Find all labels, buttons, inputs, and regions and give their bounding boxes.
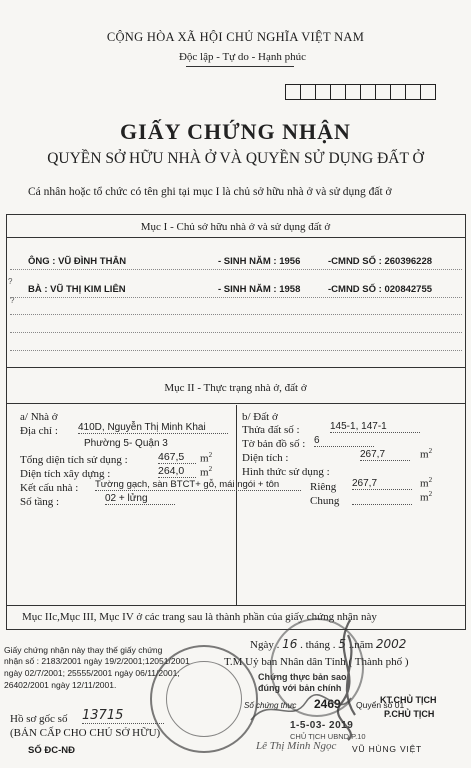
owner-1-name: ÔNG : VŨ ĐÌNH THÂN [28, 256, 127, 267]
use-form-label: Hình thức sử dụng : [242, 466, 330, 478]
certificate-subtitle: QUYỀN SỞ HỮU NHÀ Ở VÀ QUYỀN SỬ DỤNG ĐẤT Ở [47, 150, 424, 167]
margin-mark-2: ? [10, 296, 15, 305]
private-label: Riêng [310, 481, 337, 493]
dotline [10, 332, 462, 333]
certified-copy-line-1: Chứng thực bản sao [258, 672, 347, 682]
country-name: CỘNG HÒA XÃ HỘI CHỦ NGHĨA VIỆT NAM [106, 30, 365, 44]
issuing-authority: T.M Uỷ ban Nhân dân Tỉnh ( Thành phố ) [224, 656, 409, 668]
owner-1-dotline [10, 269, 462, 270]
floors-label: Số tầng : [20, 496, 60, 508]
dotline [10, 350, 462, 351]
section-2-divider [236, 405, 237, 605]
land-label: b/ Đất ở [242, 411, 278, 423]
private-value: 267,7 [352, 478, 412, 490]
usable-area-value: 467,5 [158, 451, 196, 464]
copy-note: (BẢN CẤP CHO CHỦ SỞ HỮU) [10, 727, 161, 739]
structure-value: Tường gạch, sàn BTCT+ gỗ, mái ngói + tôn [95, 479, 301, 491]
section-note: Mục IIc,Mục III, Mục IV ở các trang sau là thành phần của giấy chứng nhận này [22, 611, 377, 623]
floors-value: 02 + lửng [105, 493, 175, 505]
owner-1-birth: - SINH NĂM : 1956 [218, 256, 301, 267]
document-code: SỐ ĐC-NĐ [28, 745, 75, 756]
built-area-unit: $m^2$ [200, 465, 213, 479]
map-sheet-label: Tờ bản đồ số : [242, 438, 306, 450]
motto: Độc lập - Tự do - Hạnh phúc [178, 51, 307, 63]
owner-2-birth: - SINH NĂM : 1958 [218, 284, 301, 295]
signer-name-script: Lê Thị Minh Ngọc [256, 740, 337, 752]
shared-value [352, 492, 412, 505]
built-area-label: Diện tích xây dựng : [20, 468, 111, 480]
owner-1-id: -CMND SỐ : 260396228 [328, 256, 433, 267]
section-2-heading: Mục II - Thực trạng nhà ở, đất ở [164, 382, 307, 394]
dotline [10, 297, 462, 298]
replacement-note-line-2: nhận số : 2183/2001 ngày 19/2/2001;12051/2001 [4, 656, 190, 666]
intro-text: Cá nhân hoặc tổ chức có tên ghi tại mục I là chủ sở hữu nhà ở và sử dụng đất ở [28, 186, 392, 198]
dossier-number-value: 13715 [82, 708, 164, 724]
certificate-title: GIẤY CHỨNG NHẬN [120, 119, 351, 144]
issue-year: 2002 [375, 637, 407, 651]
cert-book: Quyển số 01 [356, 700, 405, 710]
house-address-line-2: Phường 5- Quận 3 [84, 438, 168, 449]
shared-label: Chung [310, 495, 340, 507]
section-1-rule [6, 237, 466, 238]
signer-name: VŨ HÙNG VIỆT [352, 744, 423, 754]
house-address-line-1: 410D, Nguyễn Thị Minh Khai [78, 422, 228, 434]
margin-mark-1: ? [8, 277, 13, 286]
land-area-unit: $m^2$ [420, 447, 433, 461]
cert-date: 1-5-03- 2019 [290, 720, 354, 731]
section-note-rule [6, 605, 466, 606]
owner-2-name: BÀ : VŨ THỊ KIM LIÊN [28, 284, 126, 295]
shared-unit: $m^2$ [420, 490, 433, 504]
land-area-value: 267,7 [360, 449, 410, 461]
built-area-value: 264,0 [158, 465, 196, 478]
cert-number-value: 2469 [314, 697, 341, 711]
private-unit: $m^2$ [420, 476, 433, 490]
owner-2-id: -CMND SỐ : 020842755 [328, 284, 433, 295]
issue-date: Ngày . 16 . tháng . 5 ..năm 2002 [250, 637, 407, 651]
section-2-rule [6, 403, 466, 404]
issue-day: 16 [282, 637, 298, 651]
signer-title-2: P.CHỦ TỊCH [384, 709, 435, 719]
land-area-label: Diện tích : [242, 452, 289, 464]
usable-area-unit: $m^2$ [200, 451, 213, 465]
cert-stamp-text: CHỦ TỊCH UBND P.10 [290, 732, 366, 741]
serial-number-boxes [285, 84, 435, 100]
house-label: a/ Nhà ở [20, 411, 58, 423]
signer-title-1: KT.CHỦ TỊCH [380, 695, 437, 705]
cert-number-label: Số chứng thực [244, 701, 297, 710]
replacement-note-line-3: ngày 02/7/2001; 25555/2001 ngày 06/11/2001; [4, 668, 180, 678]
issue-month: 5 [338, 637, 346, 651]
parcel-label: Thửa đất số : [242, 424, 300, 436]
parcel-value: 145-1, 147-1 [330, 421, 420, 433]
dossier-number-label: Hồ sơ gốc số [10, 713, 68, 725]
replacement-note-line-4: 26402/2001 ngày 12/11/2001. [4, 680, 117, 690]
replacement-note-line-1: Giấy chứng nhận này thay thế giấy chứng [4, 645, 163, 655]
structure-label: Kết cấu nhà : [20, 482, 79, 494]
usable-area-label: Tổng diện tích sử dụng : [20, 454, 128, 466]
dotline [10, 314, 462, 315]
signature-2 [246, 690, 356, 730]
motto-underline [186, 66, 294, 67]
map-sheet-value: 6 [314, 435, 374, 447]
house-address-label: Địa chỉ : [20, 425, 58, 437]
certified-copy-line-2: đúng với bản chính [258, 683, 342, 693]
official-seal [150, 645, 258, 753]
section-2-top-rule [6, 367, 466, 368]
section-1-heading: Mục I - Chủ sở hữu nhà ở và sử dụng đất ở [140, 221, 331, 233]
